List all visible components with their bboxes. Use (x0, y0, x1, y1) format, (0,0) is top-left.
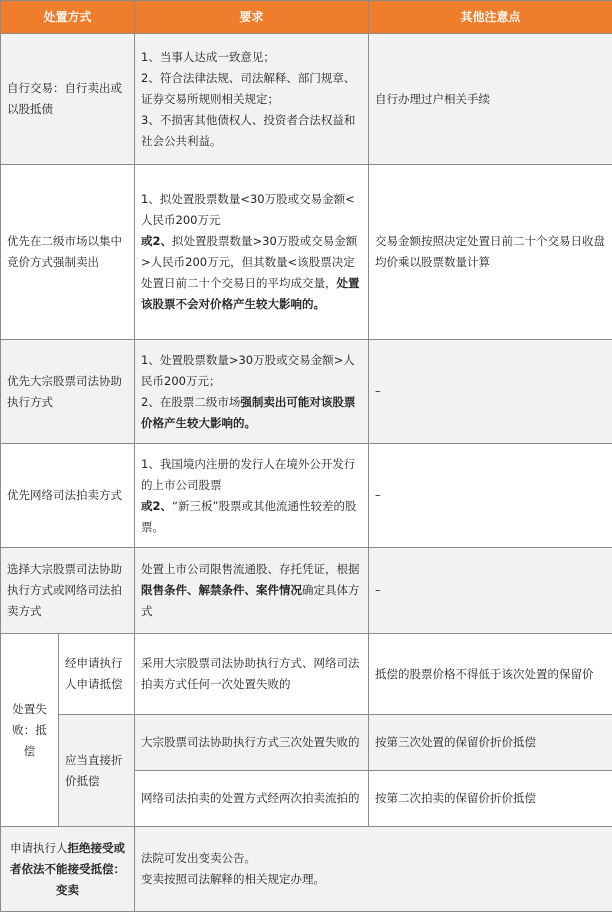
table-row-online-auction (1, 444, 612, 548)
table-row-self-trade (1, 34, 612, 165)
method-self-trade: 自行交易：自行卖出或以股抵债 (1, 34, 135, 165)
req-text: 确定具体方式 (141, 583, 360, 618)
note-apply-offset: 抵偿的股票价格不得低于该次处置的保留价 (369, 634, 612, 715)
method-bold-text: 拒绝接受或者依法不能接受抵偿 (10, 840, 125, 876)
header-notes: 其他注意点 (369, 1, 612, 34)
note-block-trade: – (369, 340, 612, 444)
table-row-secondary-market (1, 165, 612, 340)
req-line: 1、当事人达成一致意见； (141, 49, 275, 64)
requirement-restricted-shares (135, 548, 369, 634)
req-text: “新三板”股票或其他流通性较差的股票。 (141, 498, 357, 534)
requirement-direct-offset-auction: 网络司法拍卖的处置方式经两次拍卖流拍的 (135, 771, 369, 827)
req-line (141, 231, 362, 315)
table-row-block-trade (1, 340, 612, 444)
method-block-trade: 优先大宗股票司法协助执行方式 (1, 340, 135, 444)
req-bold-text: 限售条件、解禁条件、案件情况 (141, 583, 303, 597)
header-requirement: 要求 (135, 1, 369, 34)
header-method: 处置方式 (1, 1, 135, 34)
method-text: 申请执行人 (10, 840, 68, 855)
note-self-trade: 自行办理过户相关手续 (369, 34, 612, 165)
req-line: 变卖按照司法解释的相关规定办理。 (141, 872, 326, 886)
req-or-label: 或2、 (141, 234, 173, 248)
req-line (141, 392, 362, 434)
requirement-sale (135, 827, 612, 912)
method-sale (1, 827, 135, 912)
req-line: 1、处置股票数量>30万股或交易金额>人民币200万元； (141, 352, 355, 388)
req-text: 处置上市公司限售流通股、存托凭证，根据 (141, 562, 360, 576)
req-or-label: 或2、 (141, 498, 173, 513)
sub-direct-offset: 应当直接折价抵偿 (59, 715, 135, 827)
table-row-failure-direct-a (1, 715, 612, 771)
group-disposal-failure: 处置失败：抵偿 (1, 634, 59, 827)
note-online-auction: – (369, 444, 612, 548)
method-secondary-market: 优先在二级市场以集中竞价方式强制卖出 (1, 165, 135, 340)
note-direct-offset-block: 按第三次处置的保留价折价抵偿 (369, 715, 612, 771)
method-online-auction: 优先网络司法拍卖方式 (1, 444, 135, 548)
method-bold-text: ：变卖 (56, 861, 125, 897)
req-line: 3、不损害其他债权人、投资者合法权益和社会公共利益。 (141, 112, 356, 148)
requirement-self-trade (135, 34, 369, 165)
req-line: 2、符合法律法规、司法解释、部门规章、证券交易所规则相关规定； (141, 70, 356, 106)
req-line: 1、拟处置股票数量<30万股或交易金额<人民币200万元 (141, 192, 355, 227)
req-bold-text: 处置该股票不会对价格产生较大影响的。 (141, 276, 360, 311)
req-text: 2、在股票二级市场 (141, 394, 241, 409)
table-header-row (1, 1, 612, 34)
req-line (141, 496, 362, 538)
requirement-direct-offset-block: 大宗股票司法协助执行方式三次处置失败的 (135, 715, 369, 771)
requirement-secondary-market (135, 165, 369, 340)
requirement-apply-offset: 采用大宗股票司法协助执行方式、网络司法拍卖方式任何一次处置失败的 (135, 634, 369, 715)
req-line: 法院可发出变卖公告。 (141, 851, 257, 865)
note-secondary-market: 交易金额按照决定处置日前二十个交易日收盘均价乘以股票数量计算 (369, 165, 612, 340)
table-row-sale (1, 827, 612, 912)
requirement-online-auction (135, 444, 369, 548)
req-line: 1、我国境内注册的发行人在境外公开发行的上市公司股票 (141, 456, 356, 492)
method-restricted-shares: 选择大宗股票司法协助执行方式或网络司法拍卖方式 (1, 548, 135, 634)
requirement-block-trade (135, 340, 369, 444)
req-text: 拟处置股票数量>30万股或交易金额>人民币200万元，但其数量<该股票决定处置日前二十个交易日的平均成交量， (141, 234, 358, 290)
table-row-failure-apply (1, 634, 612, 715)
note-restricted-shares: – (369, 548, 612, 634)
note-direct-offset-auction: 按第二次拍卖的保留价折价抵偿 (369, 771, 612, 827)
req-bold-text: 强制卖出可能对该股票价格产生较大影响的。 (141, 394, 356, 430)
sub-apply-offset: 经申请执行人申请抵偿 (59, 634, 135, 715)
table-row-restricted-shares (1, 548, 612, 634)
